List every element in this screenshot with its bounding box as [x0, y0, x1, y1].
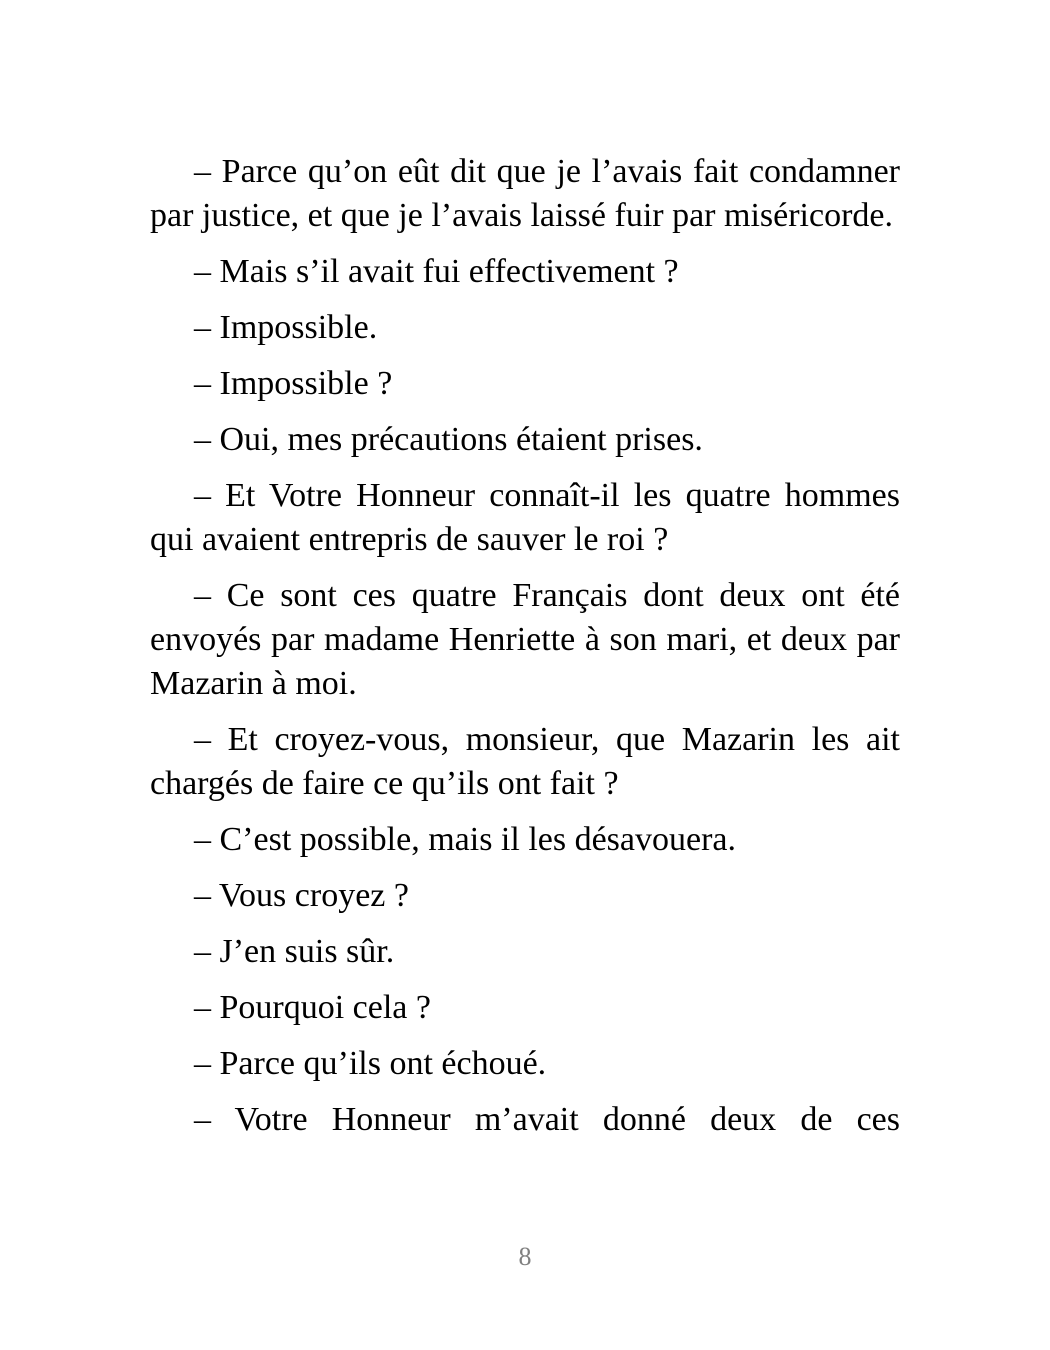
paragraph: – Mais s’il avait fui effectivement ? [194, 253, 679, 290]
paragraph: – Impossible ? [194, 365, 393, 402]
paragraph: – Et croyez-vous, monsieur, que Mazarin les ait chargés de faire ce qu’ils ont fait ? [150, 721, 900, 802]
page-text [150, 150, 900, 1154]
paragraph: – Votre Honneur m’avait donné deux de ces [194, 1101, 900, 1138]
paragraph: – Impossible. [194, 309, 378, 346]
paragraph: – Pourquoi cela ? [194, 989, 431, 1026]
paragraph: – C’est possible, mais il les désavouera. [194, 821, 737, 858]
paragraph: – Vous croyez ? [194, 877, 409, 914]
paragraph: – J’en suis sûr. [194, 933, 395, 970]
paragraph: – Et Votre Honneur connaît-il les quatre hommes qui avaient entrepris de sauver le roi ? [150, 477, 900, 558]
paragraph: – Parce qu’ils ont échoué. [194, 1045, 547, 1082]
paragraph: – Ce sont ces quatre Français dont deux ont été envoyés par madame Henriette à son mari, et deux par Mazarin à moi. [150, 577, 900, 702]
paragraph: – Parce qu’on eût dit que je l’avais fait condamner par justice, et que je l’avais laissé fuir par miséricorde. [150, 153, 900, 234]
page-number: 8 [518, 1242, 532, 1271]
paragraph: – Oui, mes précautions étaient prises. [194, 421, 703, 458]
